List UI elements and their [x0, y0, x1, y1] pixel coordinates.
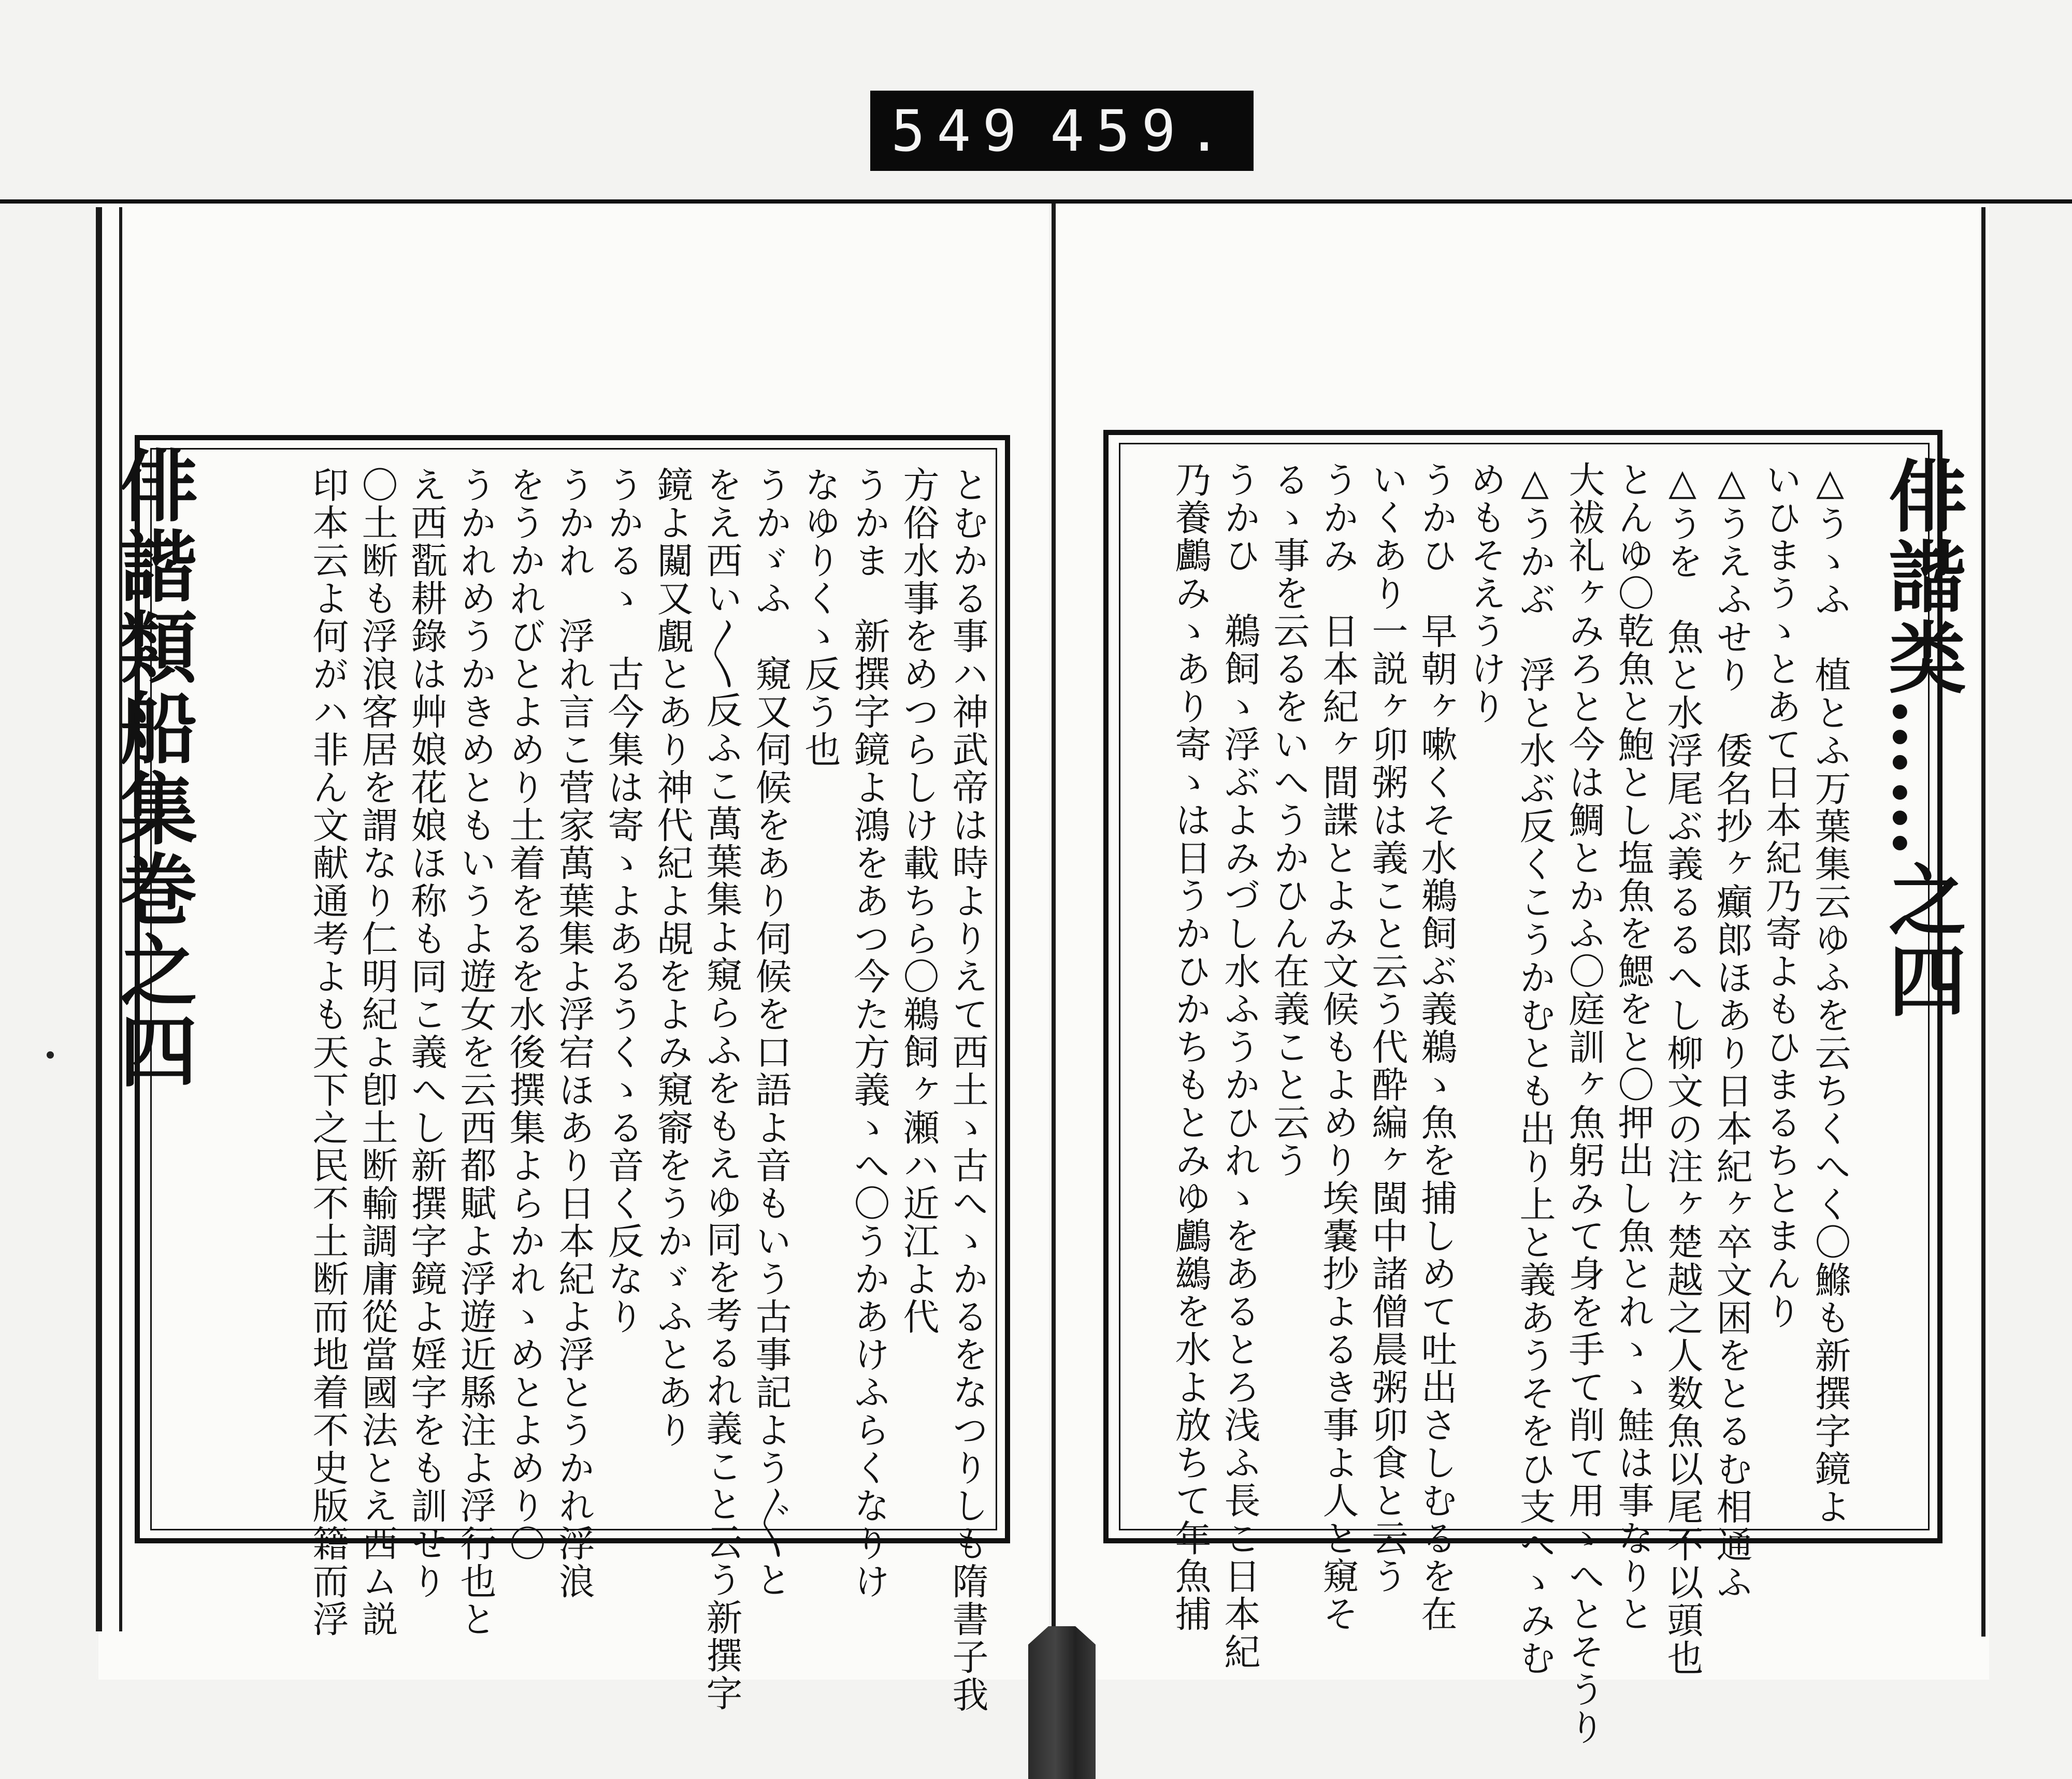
text-column: うかま 新撰字鏡よ鴻をあつ今た方義ゝへ〇うかあけふらくなりけ [848, 466, 890, 1600]
text-column: え西翫耕錄は艸娘花娘ほ称も同こ義へし新撰字鏡よ婬字をも訓せり [405, 466, 448, 1600]
text-column: 印本云よ何がハ非ん文献通考よも天下之民不土断而地着不史版籍而浮 [307, 466, 349, 1638]
text-column: うかるゝ 古今集は寄ゝよあるうくゝる音く反なり [602, 466, 644, 1336]
text-column: とんゆ〇乾魚と鮑とし塩魚を鰓をと〇押出し魚とれゝゝ鮭は事なりと [1612, 461, 1654, 1633]
ink-speck [47, 1051, 54, 1059]
text-column: をえ西い〳〵反ふこ萬葉集よ窺らふをもえゆ同を考るれ義こと云う新撰字 [700, 466, 743, 1712]
right-page-title: 俳諧类……之四 [1875, 456, 1966, 1021]
frame-number-left: 549 [891, 97, 1028, 164]
text-column: いひまうゝとあて日本紀乃寄よもひまるちとまんり [1760, 461, 1802, 1330]
right-book-edge [1981, 207, 1985, 1637]
text-column: いくあり一説ヶ卯粥は義こと云う代酔編ヶ閩中諸僧晨粥卯食と云う [1366, 461, 1408, 1595]
text-column: うかみ 日本紀ヶ間諜とよみ文候もよめり埃嚢抄よるき事よ人と窺そ [1317, 461, 1359, 1633]
text-column: るゝ事を云るをいへうかひん在義こと云う [1268, 461, 1310, 1179]
text-column: 大祓礼ヶみろと今は鯛とかふ〇庭訓ヶ魚躬みて身を手て削て用ゝへとそうり [1563, 461, 1605, 1746]
text-column: 乃養鸕みゝあり寄ゝは日うかひかちもとみゆ鸕鷀を水よ放ちて年魚捕 [1169, 461, 1212, 1633]
text-column: をうかれびとよめり土着をるを水後撰集よらかれゝめとよめり〇 [503, 466, 546, 1563]
text-column: うかひ 鵜飼ゝ浮ぶよみづし水ふうかひれゝをあるとろ浅ふ長こ日本紀 [1218, 461, 1261, 1671]
text-column: △うえふせり 倭名抄ヶ癲郎ほあり日本紀ヶ卒文困をとるむ相通ふ [1710, 461, 1753, 1601]
frame-number-right: 459. [1050, 97, 1233, 164]
text-column: うかひ 早朝ヶ嗽くそ水鵜飼ぶ義鵜ゝ魚を捕しめて吐出さしむるを在 [1415, 461, 1458, 1633]
text-column: うかれめうかきめともいうよ遊女を云西都賦よ浮遊近縣注よ浮行也と [454, 466, 497, 1638]
text-column: 方俗水事をめつらしけ載ちら〇鵜飼ヶ瀬ハ近江よ代 [897, 466, 940, 1336]
center-gutter [1052, 204, 1056, 1633]
text-column: とむかる事ハ神武帝は時よりえて西土ゝ古へゝかるをなつりしも隋書子我 [946, 466, 989, 1714]
text-column: △うを 魚と水浮尾ぶ義るるへし柳文の注ヶ楚越之人数魚以尾不以頭也 [1661, 461, 1704, 1677]
text-column: △うかぶ 浮と水ぶ反くこうかむとも出り上と義あうそをひ支へゝみむ [1514, 461, 1556, 1677]
text-column: なゆりくゝ反う也 [799, 466, 841, 769]
book-top-edge [0, 199, 2072, 204]
text-column: めもそえうけり [1464, 461, 1507, 726]
text-column: △うゝふ 植とふ万葉集云ゆふを云ちくへく〇鰷も新撰字鏡よ [1809, 461, 1851, 1526]
right-page-text [1134, 461, 1854, 1746]
left-page-text [179, 466, 992, 1714]
left-page-title: 俳諧類船集巻之四 [106, 445, 197, 1092]
bookmark-tassel [1028, 1626, 1096, 1779]
text-column: 鏡よ闚又覰とあり神代紀よ覘をよみ窺窬をうかゞふとあり [651, 466, 694, 1449]
text-column: うかゞふ 窺又伺候をあり伺候を口語よ音もいう古事記よう〴〵と [750, 466, 792, 1599]
text-column: うかれ 浮れ言こ菅家萬葉集よ浮宕ほあり日本紀よ浮とうかれ浮浪 [553, 466, 595, 1600]
text-column: 〇土断も浮浪客居を謂なり仁明紀よ卽土断輸調庸從當國法とえ西ム説 [356, 466, 398, 1638]
frame-number-label [870, 91, 1254, 171]
